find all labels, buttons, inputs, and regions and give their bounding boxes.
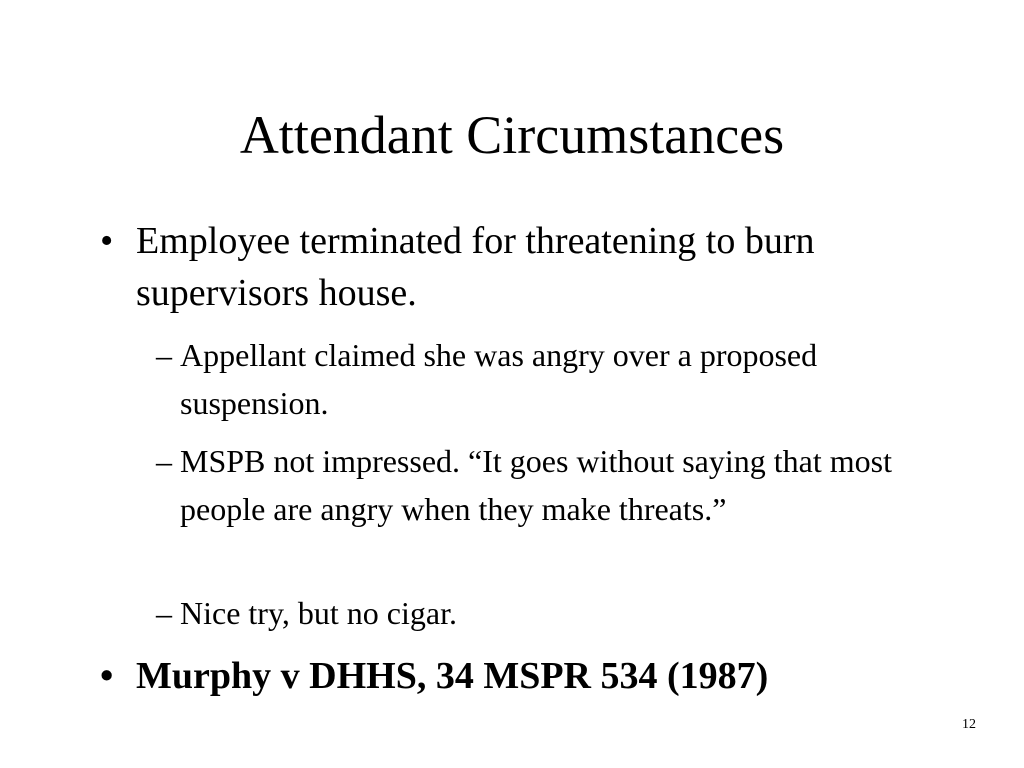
bullet-icon: •: [100, 220, 114, 262]
dash-icon: –: [156, 443, 172, 479]
bullet-item-case-citation: [100, 650, 890, 702]
dash-icon: –: [156, 337, 172, 373]
sub-bullet-mspb-quote: [156, 437, 946, 533]
sub-bullet-text: Appellant claimed she was angry over a proposed suspension.: [180, 337, 818, 421]
bullet-text: Employee terminated for threatening to burn supervisors house.: [136, 220, 815, 314]
bullet-item-termination: [100, 215, 890, 319]
bullet-icon: •: [100, 655, 114, 697]
sub-bullet-text: MSPB not impressed. “It goes without saying that most people are angry when they make threats.”: [180, 443, 892, 527]
case-citation-text: Murphy v DHHS, 34 MSPR 534 (1987): [136, 655, 769, 697]
slide-title: Attendant Circumstances: [239, 105, 785, 165]
dash-icon: –: [156, 595, 172, 631]
sub-bullet-text: Nice try, but no cigar.: [180, 595, 457, 631]
sub-bullet-appellant-claim: [156, 331, 946, 427]
page-number: 12: [962, 717, 976, 732]
sub-bullet-nice-try: [156, 589, 946, 637]
